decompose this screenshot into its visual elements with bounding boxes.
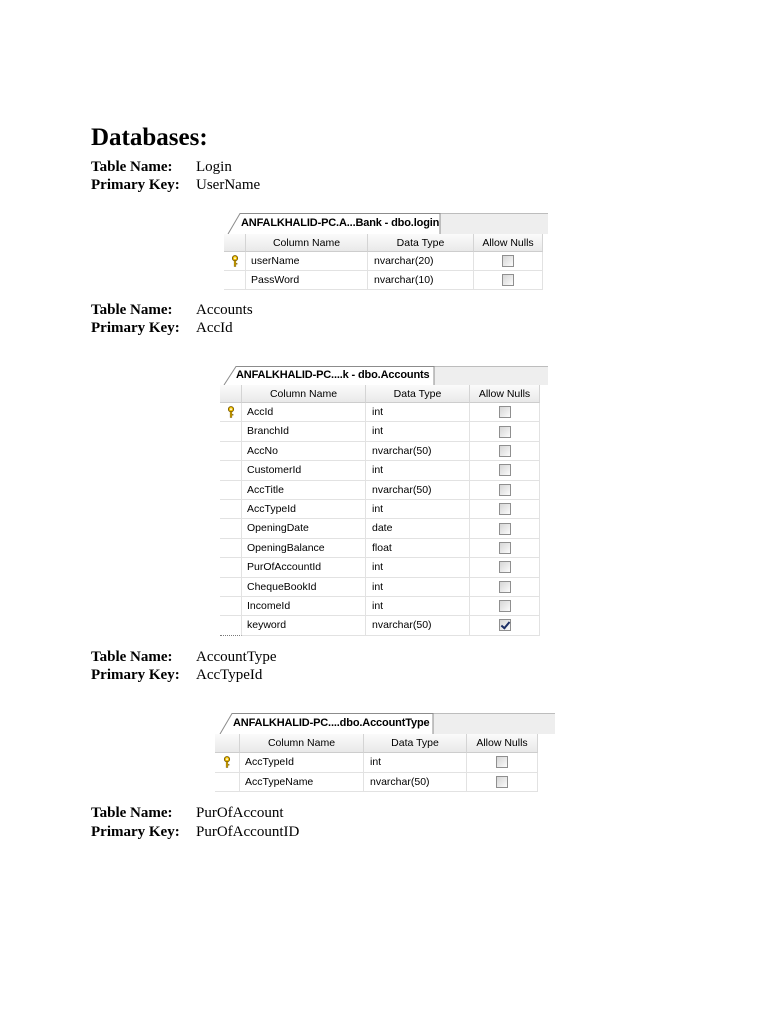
allow-nulls-checkbox <box>499 561 511 573</box>
row-selector <box>220 616 242 635</box>
table-row <box>220 442 548 461</box>
allow-nulls-checkbox <box>499 542 511 554</box>
column-name-cell: AccTitle <box>242 481 366 500</box>
accounts-table-designer <box>220 365 548 636</box>
table-row <box>220 539 548 558</box>
row-selector <box>215 753 240 773</box>
allow-nulls-header: Allow Nulls <box>467 734 538 753</box>
data-type-header: Data Type <box>368 234 474 252</box>
allow-nulls-checkbox <box>496 756 508 768</box>
row-selector <box>220 558 242 577</box>
allow-nulls-cell <box>470 500 540 519</box>
column-header-row <box>215 734 555 753</box>
column-name-cell: AccTypeId <box>240 753 364 773</box>
login-table-designer <box>224 212 548 291</box>
row-selector <box>220 442 242 461</box>
grid-filler <box>540 461 548 480</box>
primary-key-value: AccTypeId <box>196 667 263 683</box>
data-type-cell: date <box>366 519 470 538</box>
data-type-cell: int <box>366 558 470 577</box>
data-type-header: Data Type <box>364 734 467 753</box>
designer-tab-strip <box>224 212 548 234</box>
allow-nulls-checkbox <box>499 426 511 438</box>
grid-filler <box>540 500 548 519</box>
column-name-cell: AccId <box>242 403 366 422</box>
primary-key-label: Primary Key: <box>91 667 180 683</box>
page-heading: Databases: <box>91 124 208 151</box>
primary-key-label: Primary Key: <box>91 824 180 840</box>
grid-filler <box>543 252 548 271</box>
primary-key-value: PurOfAccountID <box>196 824 300 840</box>
data-type-cell: int <box>366 597 470 616</box>
allow-nulls-checkbox <box>499 464 511 476</box>
allow-nulls-cell <box>470 519 540 538</box>
allow-nulls-cell <box>470 597 540 616</box>
column-name-header: Column Name <box>246 234 368 252</box>
allow-nulls-checkbox <box>499 581 511 593</box>
column-name-cell: PurOfAccountId <box>242 558 366 577</box>
table-row <box>220 558 548 577</box>
primary-key-label: Primary Key: <box>91 320 180 336</box>
allow-nulls-checkbox <box>499 523 511 535</box>
primary-key-value: UserName <box>196 177 261 193</box>
column-name-cell: userName <box>246 252 368 271</box>
table-name-line <box>91 804 283 822</box>
allow-nulls-cell <box>470 461 540 480</box>
table-name-value: Login <box>196 159 232 175</box>
table-row <box>215 773 555 793</box>
row-selector <box>220 519 242 538</box>
allow-nulls-header: Allow Nulls <box>474 234 543 252</box>
grid-filler <box>540 539 548 558</box>
header-row-selector <box>224 234 246 252</box>
designer-tab-title: ANFALKHALID-PC.A...Bank - dbo.login <box>241 217 440 229</box>
row-selector <box>224 252 246 271</box>
table-name-label: Table Name: <box>91 805 173 821</box>
column-name-cell: PassWord <box>246 271 368 290</box>
allow-nulls-checkbox <box>499 406 511 418</box>
key-icon <box>231 255 239 267</box>
data-type-cell: nvarchar(50) <box>366 481 470 500</box>
row-selector <box>224 271 246 290</box>
primary-key-line <box>91 319 233 337</box>
allow-nulls-checkbox <box>499 600 511 612</box>
data-type-cell: nvarchar(20) <box>368 252 474 271</box>
allow-nulls-checkbox <box>499 445 511 457</box>
row-selector <box>220 597 242 616</box>
primary-key-value: AccId <box>196 320 233 336</box>
grid-filler <box>540 558 548 577</box>
table-row <box>220 597 548 616</box>
allow-nulls-cell <box>470 422 540 441</box>
allow-nulls-cell <box>470 616 540 635</box>
allow-nulls-cell <box>467 773 538 793</box>
allow-nulls-checkbox <box>499 619 511 631</box>
allow-nulls-header: Allow Nulls <box>470 385 540 403</box>
allow-nulls-cell <box>470 578 540 597</box>
column-name-cell: CustomerId <box>242 461 366 480</box>
grid-filler <box>540 481 548 500</box>
table-row <box>220 519 548 538</box>
allow-nulls-cell <box>470 403 540 422</box>
designer-tab-strip <box>220 365 548 385</box>
table-name-value: AccountType <box>196 649 277 665</box>
grid-filler <box>540 385 548 403</box>
grid-filler <box>538 753 555 773</box>
table-name-line <box>91 648 277 666</box>
table-name-value: Accounts <box>196 302 253 318</box>
column-name-header: Column Name <box>242 385 366 403</box>
table-name-line <box>91 158 232 176</box>
grid-filler <box>540 442 548 461</box>
data-type-cell: nvarchar(10) <box>368 271 474 290</box>
grid-filler <box>540 519 548 538</box>
data-type-cell: nvarchar(50) <box>366 442 470 461</box>
table-row <box>220 578 548 597</box>
data-type-cell: int <box>366 422 470 441</box>
designer-tab-title: ANFALKHALID-PC....dbo.AccountType <box>233 717 430 729</box>
row-selector <box>220 422 242 441</box>
row-selector <box>220 461 242 480</box>
row-selector <box>220 403 242 422</box>
data-type-header: Data Type <box>366 385 470 403</box>
header-row-selector <box>220 385 242 403</box>
column-name-cell: keyword <box>242 616 366 635</box>
grid-filler <box>540 616 548 635</box>
table-name-line <box>91 301 253 319</box>
column-name-header: Column Name <box>240 734 364 753</box>
row-selector <box>215 773 240 793</box>
table-name-value: PurOfAccount <box>196 805 284 821</box>
allow-nulls-cell <box>470 481 540 500</box>
primary-key-line <box>91 823 299 841</box>
column-name-cell: OpeningDate <box>242 519 366 538</box>
table-name-label: Table Name: <box>91 159 173 175</box>
table-row <box>215 753 555 773</box>
allow-nulls-checkbox <box>502 255 514 267</box>
table-row <box>224 271 548 290</box>
data-type-cell: nvarchar(50) <box>364 773 467 793</box>
table-name-label: Table Name: <box>91 649 173 665</box>
designer-tab-title: ANFALKHALID-PC....k - dbo.Accounts <box>236 369 430 381</box>
header-row-selector <box>215 734 240 753</box>
key-icon <box>223 756 231 768</box>
grid-filler <box>543 234 548 252</box>
grid-filler <box>540 422 548 441</box>
table-row <box>220 616 548 635</box>
key-icon <box>227 406 235 418</box>
allow-nulls-checkbox <box>502 274 514 286</box>
allow-nulls-cell <box>470 539 540 558</box>
table-row <box>220 403 548 422</box>
row-selector <box>220 539 242 558</box>
row-selector <box>220 500 242 519</box>
allow-nulls-cell <box>470 442 540 461</box>
data-type-cell: nvarchar(50) <box>366 616 470 635</box>
column-header-row <box>224 234 548 252</box>
grid-filler <box>540 597 548 616</box>
column-name-cell: AccNo <box>242 442 366 461</box>
primary-key-label: Primary Key: <box>91 177 180 193</box>
accounttype-table-designer <box>215 712 555 793</box>
allow-nulls-checkbox <box>496 776 508 788</box>
allow-nulls-checkbox <box>499 484 511 496</box>
column-header-row <box>220 385 548 403</box>
data-type-cell: float <box>366 539 470 558</box>
grid-filler <box>540 403 548 422</box>
allow-nulls-cell <box>474 271 543 290</box>
data-type-cell: int <box>364 753 467 773</box>
column-name-cell: AccTypeId <box>242 500 366 519</box>
allow-nulls-cell <box>470 558 540 577</box>
table-row <box>220 481 548 500</box>
column-name-cell: ChequeBookId <box>242 578 366 597</box>
data-type-cell: int <box>366 500 470 519</box>
grid-filler <box>540 578 548 597</box>
table-row <box>220 461 548 480</box>
column-name-cell: IncomeId <box>242 597 366 616</box>
designer-tab-strip <box>215 712 555 734</box>
table-name-label: Table Name: <box>91 302 173 318</box>
column-name-cell: OpeningBalance <box>242 539 366 558</box>
table-row <box>220 500 548 519</box>
row-selector <box>220 578 242 597</box>
row-selector <box>220 481 242 500</box>
grid-filler <box>538 773 555 793</box>
data-type-cell: int <box>366 578 470 597</box>
grid-filler <box>538 734 555 753</box>
table-row <box>220 422 548 441</box>
data-type-cell: int <box>366 403 470 422</box>
allow-nulls-cell <box>474 252 543 271</box>
column-name-cell: BranchId <box>242 422 366 441</box>
grid-filler <box>543 271 548 290</box>
allow-nulls-checkbox <box>499 503 511 515</box>
primary-key-line <box>91 666 262 684</box>
column-name-cell: AccTypeName <box>240 773 364 793</box>
allow-nulls-cell <box>467 753 538 773</box>
primary-key-line <box>91 176 260 194</box>
data-type-cell: int <box>366 461 470 480</box>
table-row <box>224 252 548 271</box>
